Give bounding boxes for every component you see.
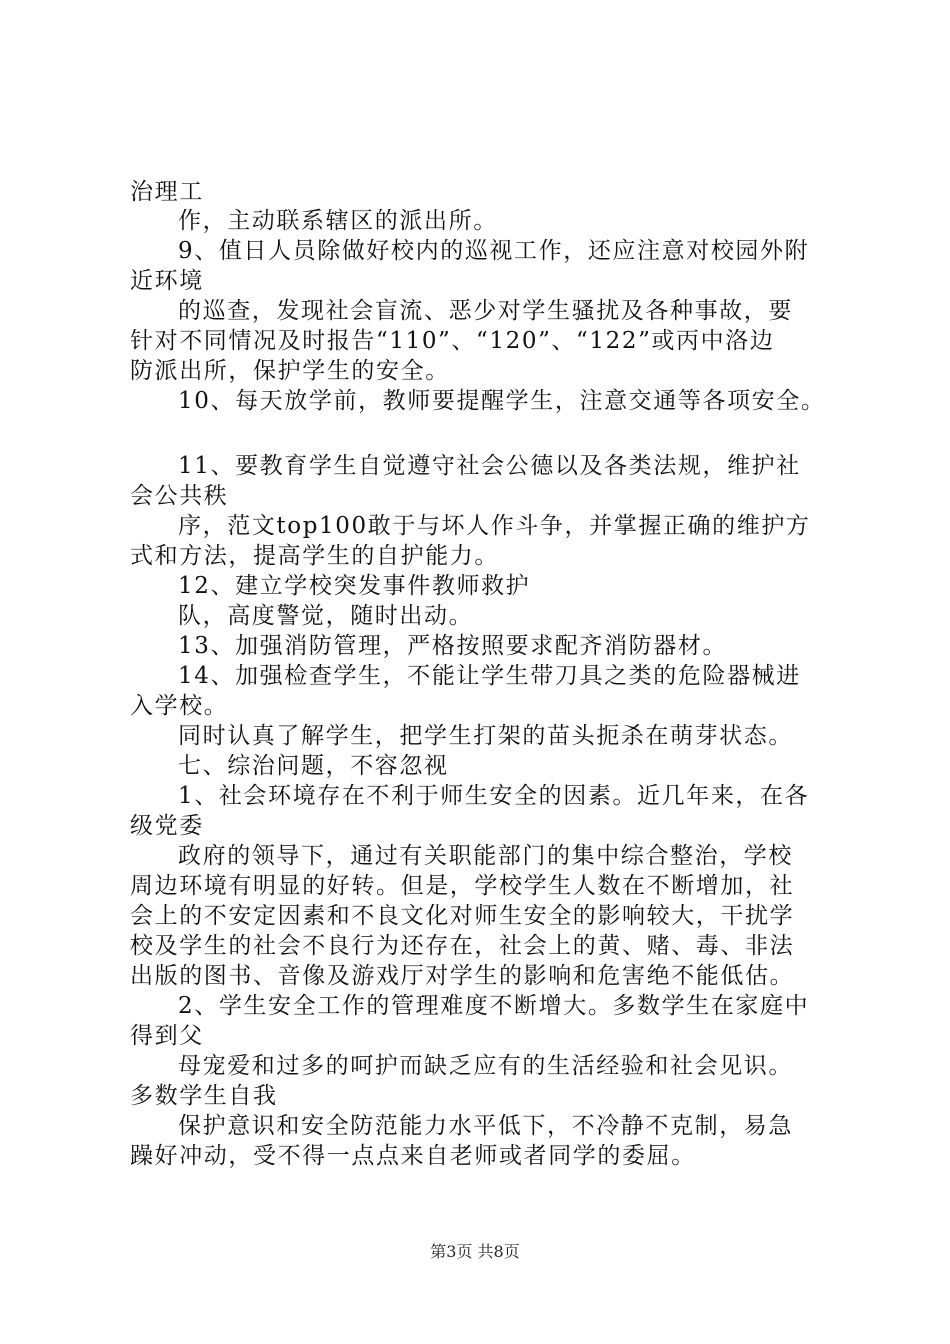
text-line: 10、每天放学前，教师要提醒学生，注意交通等各项安全。 (178, 388, 826, 414)
text-line: 同时认真了解学生，把学生打架的苗头扼杀在萌芽状态。 (178, 723, 793, 749)
text-line: 9、值日人员除做好校内的巡视工作，还应注意对校园外附 (178, 238, 810, 264)
text-line: 级党委 (130, 813, 204, 839)
text-line: 治理工 (130, 179, 204, 205)
text-line: 针对不同情况及时报告“110”、“120”、“122”或丙中洛边 (130, 328, 775, 354)
text-line: 校及学生的社会不良行为还存在，社会上的黄、赌、毒、非法 (130, 933, 795, 959)
text-line: 会上的不安定因素和不良文化对师生安全的影响较大，干扰学 (130, 903, 795, 929)
text-line: 躁好冲动，受不得一点点来自老师或者同学的委屈。 (130, 1143, 696, 1169)
text-line: 12、建立学校突发事件教师救护 (178, 573, 531, 599)
text-line: 14、加强检查学生，不能让学生带刀具之类的危险器械进 (178, 663, 801, 689)
text-line: 1、社会环境存在不利于师生安全的因素。近几年来，在各 (178, 783, 810, 809)
page-number-footer: 第3页 共8页 (430, 1242, 520, 1261)
text-line: 多数学生自我 (130, 1083, 278, 1109)
text-line: 保护意识和安全防范能力水平低下，不冷静不克制，易急 (178, 1113, 793, 1139)
text-line: 会公共秩 (130, 483, 229, 509)
text-line: 入学校。 (130, 693, 229, 719)
text-line: 得到父 (130, 1023, 204, 1049)
text-line: 防派出所，保护学生的安全。 (130, 358, 450, 384)
text-line: 队，高度警觉，随时出动。 (178, 603, 474, 629)
text-line: 的巡查，发现社会盲流、恶少对学生骚扰及各种事故，要 (178, 298, 793, 324)
text-line: 13、加强消防管理，严格按照要求配齐消防器材。 (178, 633, 728, 659)
text-line: 2、学生安全工作的管理难度不断增大。多数学生在家庭中 (178, 993, 810, 1019)
text-line: 作，主动联系辖区的派出所。 (178, 208, 498, 234)
text-line: 近环境 (130, 268, 204, 294)
text-line: 母宠爱和过多的呵护而缺乏应有的生活经验和社会见识。 (178, 1053, 793, 1079)
section-heading: 七、综治问题，不容忽视 (178, 753, 449, 779)
text-line: 出版的图书、音像及游戏厅对学生的影响和危害绝不能低估。 (130, 963, 795, 989)
text-line: 式和方法，提高学生的自护能力。 (130, 543, 499, 569)
text-line: 序，范文top100敢于与坏人作斗争，并掌握正确的维护方 (178, 513, 811, 539)
text-line: 政府的领导下，通过有关职能部门的集中综合整治，学校 (178, 843, 793, 869)
text-line: 11、要教育学生自觉遵守社会公德以及各类法规，维护社 (178, 453, 801, 479)
text-line: 周边环境有明显的好转。但是，学校学生人数在不断增加，社 (130, 873, 795, 899)
